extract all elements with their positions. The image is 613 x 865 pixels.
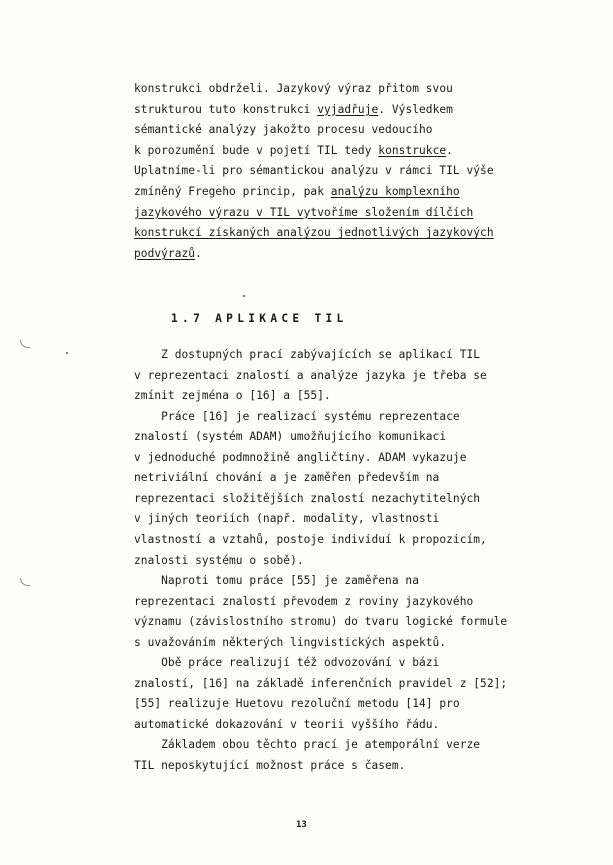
text-line: zmínit zejména o [16] a [55]. <box>134 389 331 403</box>
underlined-phrase: analýzu komplexního <box>330 185 460 198</box>
text-line <box>134 82 453 96</box>
underlined-phrase: jazykového výrazu v TIL vytvoříme složením dílčích <box>134 205 474 219</box>
text-span: konstrukci obdrželi. Jazykový výraz přitom svou <box>134 82 453 95</box>
text-line: v jiných teoriích (např. modality, vlastnosti <box>134 512 440 526</box>
underlined-phrase: podvýrazů <box>134 246 196 260</box>
text-line: znalostí, [16] na základě inferenčních pravidel z [52]; <box>134 676 508 690</box>
text-line <box>134 226 494 240</box>
text-line: vlastností a vztahů, postoje individuí k propozicím, <box>134 532 487 546</box>
text-line <box>134 144 453 158</box>
text-span: strukturou tuto konstrukci <box>134 102 318 116</box>
text-span: zmíněný Fregeho princip, pak <box>134 185 331 198</box>
text-span: . <box>195 246 202 260</box>
text-line <box>134 185 460 199</box>
text-line: netriviální chování a je zaměřen především na <box>134 471 440 485</box>
text-span: Uplatníme-li pro sémantickou analýzu v rámci TIL výše <box>134 164 494 178</box>
text-line: reprezentaci složitějších znalostí nezachytitelných <box>134 491 481 505</box>
section-heading: 1.7 APLIKACE TIL <box>171 312 348 325</box>
text-line: Naproti tomu práce [55] je zaměřena na <box>134 574 419 588</box>
text-line <box>134 164 494 178</box>
text-span: . Výsledkem <box>378 102 453 116</box>
text-line: [55] realizuje Huetovu rezoluční metodu [14] pro <box>134 697 460 711</box>
text-line: automatické dokazování v teorii vyššího řádu. <box>134 717 440 731</box>
page-number: 13 <box>296 820 307 830</box>
text-line <box>134 103 453 117</box>
text-span: k porozumění bude v pojetí TIL tedy <box>134 143 379 157</box>
text-line: v reprezentaci znalostí a analýze jazyka je třeba se <box>134 368 487 382</box>
binding-hole-mark <box>20 578 30 586</box>
text-span: . <box>446 143 453 157</box>
text-line: Z dostupných prací zabývajících se aplikací TIL <box>134 348 481 361</box>
text-line: znalostí (systém ADAM) umožňujícího komunikaci <box>134 430 447 444</box>
text-line: s uvažováním některých lingvistických aspektů. <box>134 635 447 649</box>
underlined-phrase: konstrukcí získaných analýzou jednotlivých jazykových <box>134 226 494 240</box>
text-line: Základem obou těchto prací je atemporální verze <box>134 738 481 752</box>
text-line <box>134 123 433 137</box>
paper-speck <box>243 295 245 297</box>
text-line: Práce [16] je realizací systému reprezentace <box>134 409 460 423</box>
text-line: významu (závislostního stromu) do tvaru logické formule <box>134 615 508 629</box>
underlined-phrase: vyjadřuje <box>317 102 379 116</box>
text-line: TIL neposkytující možnost práce s časem. <box>134 759 406 772</box>
text-line <box>134 206 473 220</box>
text-line: v jednoduché podmnožině angličtiny. ADAM vykazuje <box>134 450 467 464</box>
text-span: sémantické analýzy jakožto procesu vedoucího <box>134 123 433 137</box>
text-line <box>134 247 202 261</box>
underlined-phrase: konstrukce <box>378 143 447 157</box>
paper-speck <box>66 352 68 354</box>
text-line: znalosti systému o sobě). <box>134 553 304 567</box>
binding-hole-mark <box>20 340 30 348</box>
text-line: Obě práce realizují též odvozování v bázi <box>134 656 440 670</box>
text-line: reprezentaci znalostí převodem z roviny jazykového <box>134 594 474 608</box>
